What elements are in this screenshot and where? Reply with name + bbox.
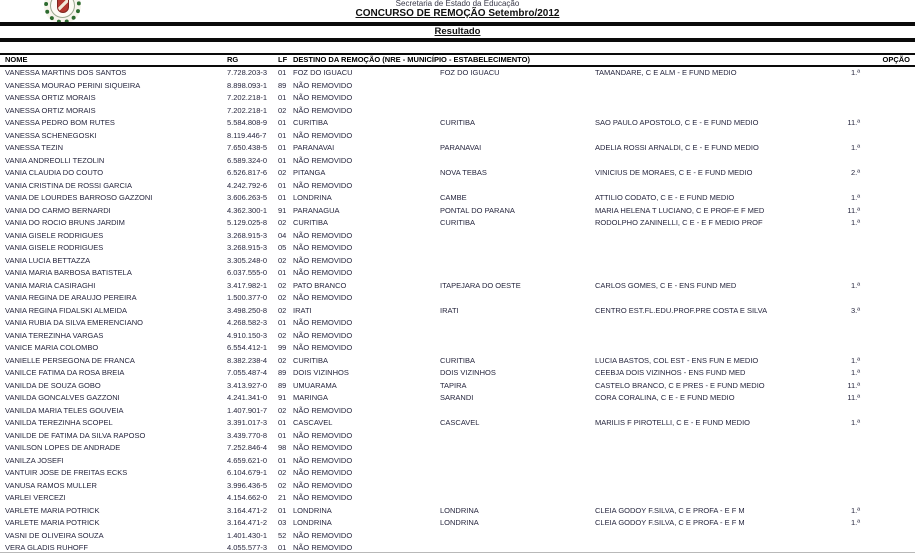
- cell-estabelecimento: CENTRO EST.FL.EDU.PROF.PRE COSTA E SILVA: [595, 305, 768, 315]
- cell-nome: VANIA REGINA DE ARAUJO PEREIRA: [5, 293, 137, 302]
- cell-municipio: SARANDI: [440, 393, 474, 402]
- cell-lf: 01: [278, 130, 287, 140]
- cell-nre: NÃO REMOVIDO: [293, 468, 353, 477]
- cell-rg: 4.242.792-6: [227, 180, 268, 190]
- cell-lf: 02: [278, 255, 287, 265]
- cell-nre: NÃO REMOVIDO: [293, 155, 353, 165]
- cell-opcao: 1.ª: [850, 218, 860, 227]
- table-row: [0, 105, 915, 118]
- page-title: CONCURSO DE REMOÇÃO Setembro/2012: [355, 8, 560, 19]
- cell-municipio: PARANAVAI: [440, 143, 482, 152]
- cell-nome: VANESSA MOURAO PERINI SIQUEIRA: [5, 80, 141, 90]
- cell-nome: VANILZA JOSEFI: [5, 455, 64, 465]
- cell-nre: NÃO REMOVIDO: [293, 180, 353, 190]
- cell-nome: VANILSON LOPES DE ANDRADE: [5, 443, 121, 452]
- cell-nre: NÃO REMOVIDO: [293, 243, 353, 252]
- cell-opcao: 2.ª: [850, 168, 860, 177]
- cell-nome: VANESSA TEZIN: [5, 143, 64, 152]
- cell-estabelecimento: LUCIA BASTOS, COL EST - ENS FUN E MEDIO: [595, 355, 759, 365]
- cell-lf: 89: [278, 380, 287, 390]
- cell-estabelecimento: ATTILIO CODATO, C E - E FUND MEDIO: [595, 193, 735, 202]
- table-row: [0, 455, 915, 468]
- table-row: [0, 392, 915, 405]
- table-row: [0, 530, 915, 543]
- cell-nre: PARANAVAI: [293, 143, 335, 152]
- cell-nre: NÃO REMOVIDO: [293, 530, 353, 540]
- cell-lf: 98: [278, 443, 287, 452]
- cell-nre: NÃO REMOVIDO: [293, 268, 353, 277]
- cell-municipio: LONDRINA: [440, 518, 479, 527]
- table-row: [0, 142, 915, 155]
- cell-estabelecimento: CEEBJA DOIS VIZINHOS - ENS FUND MED: [595, 368, 746, 377]
- table-row: [0, 180, 915, 193]
- cell-lf: 05: [278, 243, 287, 252]
- cell-nre: CURITIBA: [293, 218, 329, 227]
- cell-rg: 3.305.248-0: [227, 255, 268, 265]
- cell-rg: 5.584.808-9: [227, 118, 268, 127]
- cell-nome: VERA GLADIS RUHOFF: [5, 543, 88, 552]
- table-row: [0, 305, 915, 318]
- cell-rg: 4.154.662-0: [227, 493, 268, 502]
- table-row: [0, 80, 915, 93]
- cell-nome: VANIA RUBIA DA SILVA EMERENCIANO: [5, 318, 143, 327]
- cell-nre: MARINGA: [293, 393, 329, 402]
- cell-municipio: IRATI: [440, 305, 459, 315]
- cell-nre: NÃO REMOVIDO: [293, 455, 353, 465]
- cell-rg: 7.202.218-1: [227, 93, 268, 102]
- cell-rg: 3.413.927-0: [227, 380, 268, 390]
- table-row: [0, 342, 915, 355]
- cell-lf: 89: [278, 368, 287, 377]
- cell-opcao: 1.ª: [850, 280, 860, 290]
- cell-municipio: NOVA TEBAS: [440, 168, 487, 177]
- cell-nome: VANESSA PEDRO BOM RUTES: [5, 118, 115, 127]
- cell-opcao: 11.ª: [847, 118, 860, 127]
- cell-nome: VANILDA GONCALVES GAZZONI: [5, 393, 120, 402]
- cell-nre: PITANGA: [293, 168, 326, 177]
- cell-nre: PARANAGUA: [293, 205, 340, 215]
- cell-nome: VANIA DE LOURDES BARROSO GAZZONI: [5, 193, 153, 202]
- cell-rg: 3.498.250-8: [227, 305, 268, 315]
- cell-nome: VANILDE DE FATIMA DA SILVA RAPOSO: [5, 430, 146, 440]
- cell-rg: 8.119.446-7: [227, 130, 267, 140]
- table-row: [0, 292, 915, 305]
- cell-opcao: 1.ª: [850, 505, 860, 515]
- cell-estabelecimento: VINICIUS DE MORAES, C E - E FUND MEDIO: [595, 168, 753, 177]
- cell-nre: NÃO REMOVIDO: [293, 430, 353, 440]
- cell-municipio: FOZ DO IGUACU: [440, 68, 500, 77]
- table-row: [0, 117, 915, 130]
- cell-rg: 8.898.093-1: [227, 80, 268, 90]
- cell-lf: 02: [278, 105, 287, 115]
- table-row: [0, 267, 915, 280]
- table-row: [0, 192, 915, 205]
- cell-municipio: CURITIBA: [440, 218, 476, 227]
- cell-opcao: 1.ª: [850, 193, 860, 202]
- cell-nome: VARLETE MARIA POTRICK: [5, 518, 100, 527]
- table-row: [0, 67, 915, 80]
- cell-municipio: CURITIBA: [440, 118, 476, 127]
- cell-lf: 01: [278, 318, 287, 327]
- table-row: [0, 330, 915, 343]
- cell-rg: 1.500.377-0: [227, 293, 268, 302]
- cell-lf: 04: [278, 230, 287, 240]
- cell-nome: VANIA GISELE RODRIGUES: [5, 230, 104, 240]
- result-table-body: [0, 67, 915, 555]
- table-row: [0, 130, 915, 143]
- cell-rg: 4.055.577-3: [227, 543, 268, 552]
- cell-nre: NÃO REMOVIDO: [293, 480, 353, 490]
- cell-nome: VANIELLE PERSEGONA DE FRANCA: [5, 355, 135, 365]
- column-header-opcao: OPÇÃO: [882, 55, 910, 64]
- cell-rg: 6.104.679-1: [227, 468, 268, 477]
- cell-lf: 01: [278, 118, 287, 127]
- cell-nome: VANIA MARIA BARBOSA BATISTELA: [5, 268, 132, 277]
- table-row: [0, 492, 915, 505]
- cell-nome: VANESSA ORTIZ MORAIS: [5, 93, 96, 102]
- cell-nre: NÃO REMOVIDO: [293, 93, 353, 102]
- cell-nre: FOZ DO IGUACU: [293, 68, 353, 77]
- cell-rg: 7.055.487-4: [227, 368, 268, 377]
- column-header-nome: NOME: [5, 55, 28, 64]
- cell-rg: 1.401.430-1: [227, 530, 268, 540]
- column-header-rg: RG: [227, 55, 239, 64]
- cell-nre: NÃO REMOVIDO: [293, 443, 353, 452]
- cell-lf: 02: [278, 305, 287, 315]
- cell-rg: 6.589.324-0: [227, 155, 268, 165]
- cell-rg: 4.362.300-1: [227, 205, 268, 215]
- cell-municipio: LONDRINA: [440, 505, 479, 515]
- cell-estabelecimento: SAO PAULO APOSTOLO, C E - E FUND MEDIO: [595, 118, 759, 127]
- cell-nome: VANILDA TEREZINHA SCOPEL: [5, 418, 113, 427]
- cell-nome: VANIA CLAUDIA DO COUTO: [5, 168, 104, 177]
- cell-opcao: 11.ª: [847, 393, 860, 402]
- table-row: [0, 517, 915, 530]
- cell-nome: VANILDA DE SOUZA GOBO: [5, 380, 101, 390]
- cell-lf: 02: [278, 280, 287, 290]
- cell-lf: 02: [278, 480, 287, 490]
- cell-nome: VANIA DO ROCIO BRUNS JARDIM: [5, 218, 125, 227]
- cell-nre: LONDRINA: [293, 193, 332, 202]
- cell-rg: 3.268.915-3: [227, 230, 268, 240]
- cell-nre: NÃO REMOVIDO: [293, 230, 353, 240]
- table-row: [0, 405, 915, 418]
- cell-nome: VANIA CRISTINA DE ROSSI GARCIA: [5, 180, 132, 190]
- cell-rg: 6.037.555-0: [227, 268, 268, 277]
- table-row: [0, 255, 915, 268]
- cell-rg: 3.606.263-5: [227, 193, 268, 202]
- bottom-edge-line: [0, 552, 915, 553]
- cell-lf: 02: [278, 293, 287, 302]
- table-row: [0, 430, 915, 443]
- cell-rg: 6.554.412-1: [227, 343, 268, 352]
- cell-nome: VANESSA SCHENEGOSKI: [5, 130, 97, 140]
- cell-estabelecimento: MARIA HELENA T LUCIANO, C E PROF-E F MED: [595, 205, 765, 215]
- cell-municipio: DOIS VIZINHOS: [440, 368, 496, 377]
- cell-nome: VANIA MARIA CASIRAGHI: [5, 280, 96, 290]
- cell-nome: VARLETE MARIA POTRICK: [5, 505, 100, 515]
- table-row: [0, 155, 915, 168]
- cell-lf: 02: [278, 168, 287, 177]
- cell-nome: VANICE MARIA COLOMBO: [5, 343, 99, 352]
- cell-lf: 02: [278, 330, 287, 340]
- cell-opcao: 1.ª: [850, 355, 860, 365]
- cell-nome: VANUSA RAMOS MULLER: [5, 480, 97, 490]
- cell-rg: 7.202.218-1: [227, 105, 268, 115]
- cell-rg: 7.252.846-4: [227, 443, 268, 452]
- cell-nre: UMUARAMA: [293, 380, 337, 390]
- cell-nome: VANIA TEREZINHA VARGAS: [5, 330, 104, 340]
- cell-nre: PATO BRANCO: [293, 280, 347, 290]
- cell-lf: 02: [278, 468, 287, 477]
- cell-rg: 6.526.817-6: [227, 168, 268, 177]
- cell-lf: 01: [278, 93, 287, 102]
- cell-municipio: PONTAL DO PARANA: [440, 205, 515, 215]
- table-row: [0, 467, 915, 480]
- cell-municipio: ITAPEJARA DO OESTE: [440, 280, 521, 290]
- cell-rg: 3.164.471-2: [227, 518, 268, 527]
- cell-nome: VANILCE FATIMA DA ROSA BREIA: [5, 368, 125, 377]
- cell-lf: 89: [278, 80, 287, 90]
- table-row: [0, 505, 915, 518]
- cell-nre: DOIS VIZINHOS: [293, 368, 349, 377]
- cell-nre: CASCAVEL: [293, 418, 333, 427]
- cell-nre: NÃO REMOVIDO: [293, 493, 353, 502]
- cell-nre: CURITIBA: [293, 355, 329, 365]
- table-row: [0, 442, 915, 455]
- cell-lf: 52: [278, 530, 287, 540]
- cell-lf: 01: [278, 268, 287, 277]
- cell-nome: VANIA DO CARMO BERNARDI: [5, 205, 111, 215]
- cell-estabelecimento: CASTELO BRANCO, C E PRES - E FUND MEDIO: [595, 380, 765, 390]
- cell-lf: 02: [278, 218, 287, 227]
- cell-nre: NÃO REMOVIDO: [293, 105, 353, 115]
- cell-lf: 01: [278, 155, 287, 165]
- cell-lf: 01: [278, 430, 287, 440]
- table-row: [0, 242, 915, 255]
- cell-estabelecimento: CLEIA GODOY F.SILVA, C E PROFA - E F M: [595, 505, 745, 515]
- cell-opcao: 3.ª: [850, 305, 860, 315]
- cell-opcao: 1.ª: [850, 518, 860, 527]
- cell-nome: VANILDA MARIA TELES GOUVEIA: [5, 405, 124, 415]
- table-row: [0, 167, 915, 180]
- cell-nre: NÃO REMOVIDO: [293, 543, 353, 552]
- table-row: [0, 280, 915, 293]
- column-header-lf: LF: [278, 55, 288, 64]
- cell-rg: 3.996.436-5: [227, 480, 268, 490]
- cell-rg: 4.910.150-3: [227, 330, 268, 340]
- cell-nome: VANIA LUCIA BETTAZZA: [5, 255, 91, 265]
- cell-municipio: CAMBE: [440, 193, 467, 202]
- cell-opcao: 1.ª: [850, 368, 860, 377]
- cell-estabelecimento: MARILIS F PIROTELLI, C E - E FUND MEDIO: [595, 418, 751, 427]
- table-row: [0, 367, 915, 380]
- cell-rg: 3.439.770-8: [227, 430, 268, 440]
- cell-rg: 1.407.901-7: [227, 405, 268, 415]
- cell-lf: 91: [278, 393, 287, 402]
- cell-rg: 4.268.582-3: [227, 318, 268, 327]
- cell-municipio: TAPIRA: [440, 380, 467, 390]
- cell-nome: VARLEI VERCEZI: [5, 493, 66, 502]
- cell-nre: NÃO REMOVIDO: [293, 330, 353, 340]
- cell-lf: 01: [278, 68, 287, 77]
- cell-nre: CURITIBA: [293, 118, 329, 127]
- cell-nre: NÃO REMOVIDO: [293, 130, 353, 140]
- cell-lf: 01: [278, 143, 287, 152]
- cell-lf: 01: [278, 455, 287, 465]
- cell-lf: 02: [278, 405, 287, 415]
- cell-lf: 01: [278, 505, 287, 515]
- cell-opcao: 1.ª: [850, 418, 860, 427]
- table-row: [0, 217, 915, 230]
- cell-estabelecimento: TAMANDARE, C E ALM - E FUND MEDIO: [595, 68, 737, 77]
- cell-nome: VANESSA ORTIZ MORAIS: [5, 105, 96, 115]
- cell-rg: 7.728.203-3: [227, 68, 268, 77]
- cell-municipio: CASCAVEL: [440, 418, 480, 427]
- cell-estabelecimento: CLEIA GODOY F.SILVA, C E PROFA - E F M: [595, 518, 745, 527]
- cell-opcao: 1.ª: [850, 143, 860, 152]
- table-row: [0, 205, 915, 218]
- cell-rg: 3.391.017-3: [227, 418, 268, 427]
- cell-rg: 8.382.238-4: [227, 355, 268, 365]
- cell-estabelecimento: RODOLPHO ZANINELLI, C E - E F MEDIO PROF: [595, 218, 763, 227]
- cell-opcao: 11.ª: [847, 380, 860, 390]
- table-row: [0, 480, 915, 493]
- cell-lf: 03: [278, 518, 287, 527]
- table-row: [0, 92, 915, 105]
- cell-nome: VASNI DE OLIVEIRA SOUZA: [5, 530, 104, 540]
- cell-nre: IRATI: [293, 305, 312, 315]
- cell-rg: 3.164.471-2: [227, 505, 268, 515]
- cell-nre: NÃO REMOVIDO: [293, 255, 353, 265]
- cell-lf: 91: [278, 205, 287, 215]
- table-row: [0, 355, 915, 368]
- cell-nre: NÃO REMOVIDO: [293, 293, 353, 302]
- cell-opcao: 11.ª: [847, 205, 860, 215]
- cell-nome: VANIA REGINA FIDALSKI ALMEIDA: [5, 305, 127, 315]
- cell-estabelecimento: CARLOS GOMES, C E - ENS FUND MED: [595, 280, 737, 290]
- cell-lf: 21: [278, 493, 287, 502]
- cell-lf: 01: [278, 180, 287, 190]
- cell-lf: 99: [278, 343, 287, 352]
- org-name: Secretaria de Estado da Educação: [395, 0, 520, 8]
- table-row: [0, 317, 915, 330]
- cell-nre: LONDRINA: [293, 505, 332, 515]
- cell-rg: 4.659.621-0: [227, 455, 268, 465]
- cell-nre: NÃO REMOVIDO: [293, 80, 353, 90]
- cell-nre: NÃO REMOVIDO: [293, 343, 353, 352]
- cell-nome: VANIA GISELE RODRIGUES: [5, 243, 104, 252]
- cell-rg: 3.268.915-3: [227, 243, 268, 252]
- table-row: [0, 417, 915, 430]
- cell-estabelecimento: ADELIA ROSSI ARNALDI, C E - E FUND MEDIO: [595, 143, 759, 152]
- cell-rg: 5.129.025-8: [227, 218, 268, 227]
- cell-rg: 4.241.341-0: [227, 393, 268, 402]
- table-row: [0, 230, 915, 243]
- cell-nome: VANIA ANDREOLLI TEZOLIN: [5, 155, 105, 165]
- table-row: [0, 380, 915, 393]
- divider-subtitle: [0, 38, 915, 42]
- cell-lf: 01: [278, 193, 287, 202]
- cell-nre: LONDRINA: [293, 518, 332, 527]
- table-header-row: [0, 55, 915, 65]
- cell-lf: 02: [278, 355, 287, 365]
- cell-lf: 01: [278, 418, 287, 427]
- cell-rg: 7.650.438-5: [227, 143, 268, 152]
- cell-nre: NÃO REMOVIDO: [293, 318, 353, 327]
- cell-lf: 01: [278, 543, 287, 552]
- page-subtitle: Resultado: [434, 26, 481, 37]
- cell-nre: NÃO REMOVIDO: [293, 405, 353, 415]
- cell-rg: 3.417.982-1: [227, 280, 268, 290]
- cell-nome: VANTUIR JOSE DE FREITAS ECKS: [5, 468, 128, 477]
- cell-municipio: CURITIBA: [440, 355, 476, 365]
- cell-nome: VANESSA MARTINS DOS SANTOS: [5, 68, 127, 77]
- cell-estabelecimento: CORA CORALINA, C E - E FUND MEDIO: [595, 393, 735, 402]
- cell-opcao: 1.ª: [850, 68, 860, 77]
- column-header-destino: DESTINO DA REMOÇÃO (NRE - MUNICÍPIO - ESTABELECIMENTO): [293, 55, 530, 64]
